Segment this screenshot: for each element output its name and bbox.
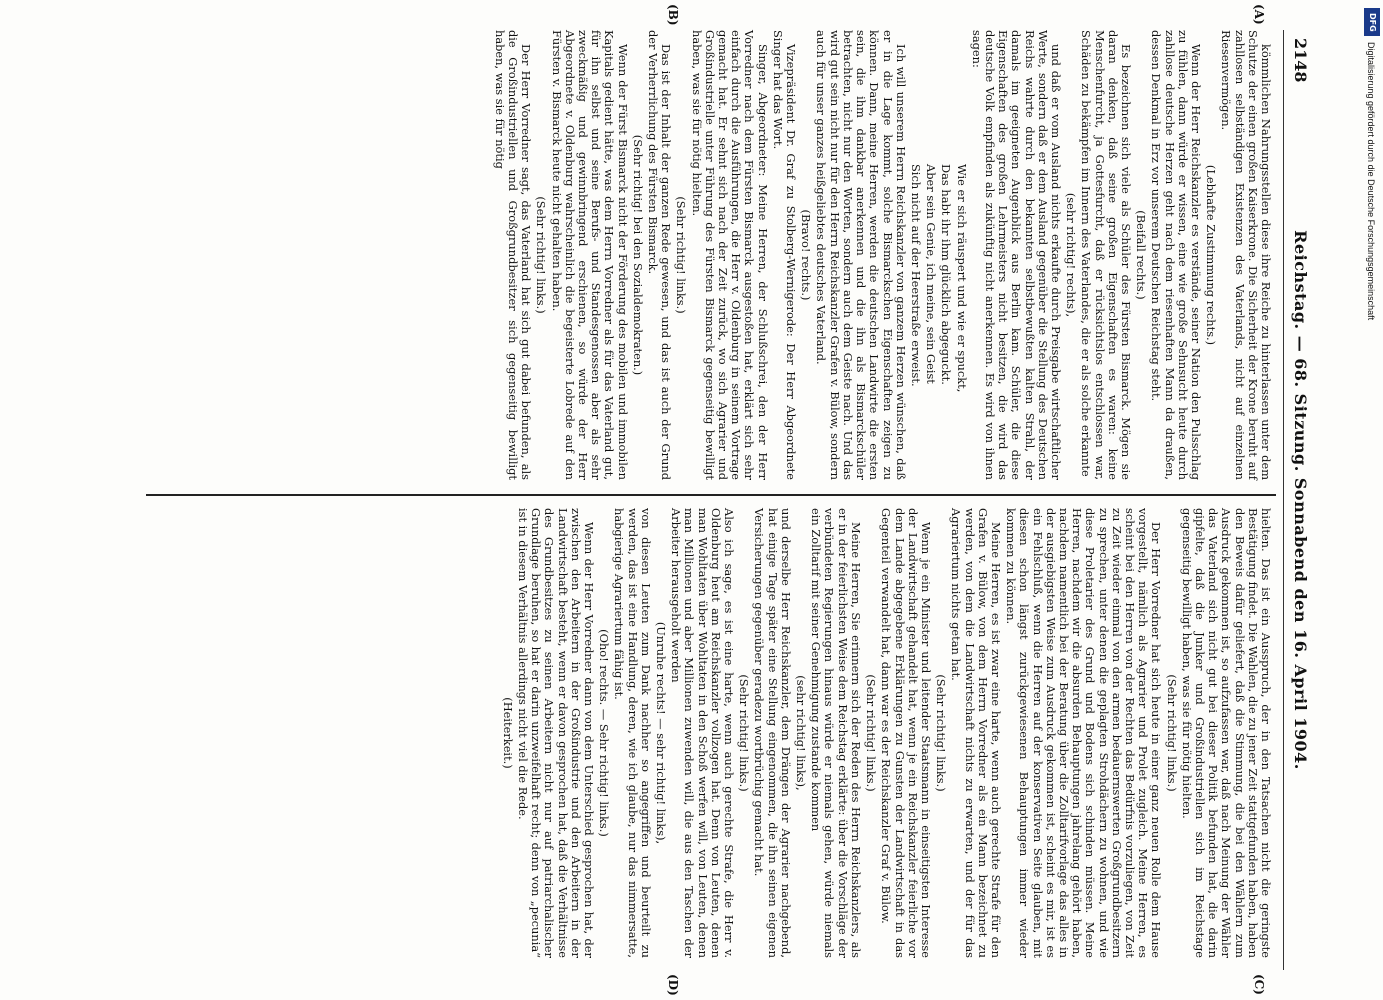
- margin-mark-b: (B): [666, 4, 680, 26]
- column-divider: [146, 494, 1276, 496]
- paragraph: Also ich sage, es ist eine harte, wenn auch gerechte Strafe, die Herr v. Oldenburg heut am Reichskanzler vollzogen hat. Denn von Leuten, denen man Wohltaten über Wohltaten in den Schoß werfen will, von Leuten, denen man Millionen und aber Millionen zuwenden will, die aus den Taschen der Arbeiter herausgeholt werden: [669, 508, 737, 958]
- digitization-credit: Digitalisierung gefördert durch die Deutsche Forschungsgemeinschaft: [1366, 42, 1376, 321]
- paragraph: Wenn der Fürst Bismarck nicht der Förderung des mobilen und immobilen Kapitals gedient hätte, was dem Herrn Vorredner als für das Vaterland gut, für ihn selbst und seine Berufs- und Standesgenossen aber als sehr zweckmäßig und gewinnbringend erschienen, so würde der Herr Abgeordnete v. Oldenburg wahrscheinlich die begeisterte Lobrede auf den Fürsten v. Bismarck heute nicht gehalten haben.: [549, 30, 630, 480]
- paragraph: kömmlichen Nahrungsstellen diese ihre Reiche zu hinterlassen unter dem Schutze der einen großen Kaiserkrone. Die Sicherheit der Krone beruht auf zahllosen selbständigen Existenzen des Vaterlands, nicht auf einzelnen Riesenvermögen.: [1219, 30, 1273, 480]
- interjection: (Beifall rechts.): [1134, 210, 1149, 300]
- paragraph: Wenn der Herr Reichskanzler es verstände, seiner Nation den Pulsschlag zu fühlen, dann würde er wissen, eine wie große Sehnsucht heute durch zahllose deutsche Herzen geht nach dem riesenhaften Mann da draußen, dessen Denkmal in Erz vor unserem Deutschen Reichstag steht.: [1149, 30, 1203, 480]
- interjection: (Lebhafte Zustimmung rechts.): [1204, 164, 1219, 346]
- paragraph: Das ist der Inhalt der ganzen Rede gewesen, und das ist auch der Grund der Verherrlichung des Fürsten Bismarck.: [646, 30, 674, 480]
- margin-mark-c: (C): [1252, 974, 1266, 995]
- interjection: (Sehr richtig! links.): [864, 674, 879, 792]
- paragraph: Wenn der Herr Vorredner dann von dem Unterschied gesprochen hat, der zwischen den Arbeitern in der Großindustrie und den Arbeitern in der Landwirtschaft besteht, wenn er davon gesprochen hat, daß die Verhältnisse des Grundbesitzes zu seinen Arbeitern nicht nur auf patriarchalischer Grundlage beruhen, so hat er darin unzweifelhaft recht; denn von „pecunia“ ist in diesem Verhältnis allerdings nicht viel die Rede.: [516, 508, 597, 958]
- paragraph: Singer, Abgeordneter: Meine Herren, der Schlußschrei, den der Herr Vorredner nach dem Fürsten Bismarck ausgestoßen hat, erklärt sich sehr einfach durch die Ausführungen, die Herr v. Oldenburg in seinem Vortrage gemacht hat. Er sehnt sich nach der Zeit zurück, wo sich Agrarier und Großindustrielle unter Führung des Fürsten Bismarck gegenseitig bewilligt haben, was sie für nötig hielten.: [689, 30, 770, 480]
- interjection: (Sehr richtig! links.): [737, 674, 752, 792]
- interjection: (sehr richtig! links),: [794, 675, 809, 791]
- dfg-logo-badge: DFG: [1364, 8, 1380, 36]
- page-number: 2148: [1291, 38, 1310, 83]
- paragraph: Es bezeichnen sich viele als Schüler des Fürsten Bismarck. Mögen sie daran denken, daß seine großen Eigenschaften es waren: keine Menschenfurcht, ja Gottesfurcht, daß er rücksichtslos entschlossen war, Schäden zu bekämpfen im Innern des Vaterlandes, die er als solche erkannte: [1079, 30, 1133, 480]
- interjection: (Heiterkeit.): [500, 697, 515, 769]
- header-rule: [1283, 30, 1284, 970]
- page-header: [1280, 30, 1320, 970]
- margin-mark-a: (A): [1252, 4, 1266, 25]
- paragraph: Ich will unserem Herrn Reichskanzler von ganzem Herzen wünschen, daß er in die Lage kommt, solche Bismarckschen Eigenschaften zeigen zu können. Dann, meine Herren, werden die deutschen Landwirte die ersten sein, die ihm dankbar anerkennen und die ihn als Bismarckschüler betrachten, nicht nur den Worten, sondern auch dem Geiste nach. Und das wird gut sein nicht nur für den Herrn Reichskanzler Grafen v. Bülow, sondern auch für unser ganzes heißgeliebtes deutsches Vaterland.: [814, 30, 908, 480]
- interjection: (Bravo! rechts.): [799, 209, 814, 301]
- paragraph: Vizepräsident Dr. Graf zu Stolberg-Wernigerode: Der Herr Abgeordnete Singer hat das Wort.: [770, 30, 799, 480]
- interjection: (Sehr richtig! bei den Sozialdemokraten.): [630, 134, 645, 376]
- rotated-page-content: [70, 4, 1320, 996]
- interjection: (Sehr richtig! links.): [674, 196, 689, 314]
- paragraph: von diesen Leuten zum Dank nachher so angegriffen und beurteilt zu werden, das ist eine Handlung, deren, wie ich glaube, nur das nimmersatte, habgierige Agrariertum fähig ist.: [612, 508, 653, 958]
- margin-mark-d: (D): [666, 974, 680, 996]
- verse-line: Wie er sich räuspert und wie er spuckt,: [954, 164, 969, 393]
- interjection: (Sehr richtig! links.): [534, 196, 549, 314]
- verse-line: Das habt ihr ihm glücklich abgeguckt.: [939, 164, 954, 385]
- paragraph: Meine Herren, es ist zwar eine harte, wenn auch gerechte Strafe für den Grafen v. Bülow, von dem Herrn Vorredner als ein Mann bezeichnet zu werden, von dem die Landwirtschaft nichts zu erwarten, und der für das Agrariertum nichts getan hat.: [949, 508, 1003, 958]
- interjection: (Sehr richtig! links.): [1164, 674, 1179, 792]
- right-text-column: [499, 508, 1272, 958]
- paragraph: und derselbe Herr Reichskanzler, dem Drängen der Agrarier nachgebend, hat einige Tage später eine Stellung eingenommen, die ihn seinen eigenen Versicherungen gegenüber geradezu wortbrüchig gemacht hat.: [752, 508, 793, 958]
- running-title: Reichstag. — 68. Sitzung. Sonnabend den 16. April 1904.: [1291, 230, 1310, 770]
- verse-line: Sich nicht auf der Heerstraße erweist.: [908, 164, 923, 387]
- interjection: (Sehr richtig! links.): [934, 674, 949, 792]
- paragraph: Wenn je ein Minister und leitender Staatsmann in einseitigsten Interesse der Landwirtschaft gehandelt hat, wenn je ein Reichskanzler feierliche vor dem Lande abgegebene Erklärungen zu Gunsten der Landwirtschaft in das Gegenteil verwandelt hat, dann war es der Reichskanzler Graf v. Bülow.: [879, 508, 933, 958]
- paragraph: hielten. Das ist ein Ausspruch, der in den Tatsachen nicht die geringste Bestätigung findet. Die Wahlen, die zu jener Zeit stattgefunden haben, haben den Beweis dafür geliefert, daß die Stimmung, die bei den Wählern zum Ausdruck gekommen ist, so aufzufassen war, daß nach Meinung der Wähler das Vaterland sich nicht gut bei dieser Politik befunden hat, die darin gipfelte, daß die Junker und Großindustriellen sich im Reichstage gegenseitig bewilligt haben, was sie für nötig hielten.: [1179, 508, 1273, 958]
- interjection: (Unruhe rechts! — sehr richtig! links),: [654, 621, 669, 845]
- paragraph: Der Herr Vorredner sagt, das Vaterland hat sich gut dabei befunden, als die Großindustriellen und Großgrundbesitzer sich gegenseitig bewilligt haben, was sie für nötig: [492, 30, 534, 480]
- paragraph: Meine Herren, Sie erinnern sich der Reden des Herrn Reichskanzlers, als er in der feierlichsten Weise dem Reichstag erklärte: über die Vorschläge der verbündeten Regierungen hinaus würde er niemals gehen, würde niemals ein Zolltarif mit seiner Genehmigung zustande kommen: [809, 508, 863, 958]
- verse-line: Aber sein Genie, ich meine, sein Geist: [924, 164, 939, 384]
- left-text-column: [491, 30, 1272, 480]
- paragraph: Der Herr Vorredner hat sich heute in einer ganz neuen Rolle dem Hause vorgestellt, nämlich als Agrarier und Prolet zugleich. Meine Herren, es scheint bei den Herren von der Rechten das Bedürfnis vorzuliegen, von Zeit zu Zeit wieder einmal von den armen bedauernswerten Großgrundbesitzern zu sprechen, unter denen die geplagten Strohdächern zu wohnen, und wie diese Proletarier des Grund und Bodens sich schinden müssen. Meine Herren, nachdem wir die absurden Behauptungen jahrelang gehört haben, nachdem namentlich bei der Beratung über die Zolltarifvorlage das alles in der ausgiebigsten Weise zum Ausdruck gekommen ist, scheint es mir, ist es ein Fehlschluß, wenn die Herren auf der konservativen Seite glauben, mit diesen schon längst zurückgewiesenen Behauptungen immer wieder kommen zu können.: [1004, 508, 1164, 958]
- interjection: (sehr richtig! rechts),: [1064, 192, 1079, 318]
- interjection: (Oho! rechts. — Sehr richtig! links.): [597, 629, 612, 837]
- paragraph: und daß er vom Ausland nichts erkaufte durch Preisgabe wirtschaftlicher Werte, sondern daß er dem Ausland gegenüber die Stellung des Deutschen Reichs wahrte durch den bekannten selbstbewußten kalten Strahl, der damals im geeigneten Augenblick aus Berlin kam. Schüler, die diese Eigenschaften des großen Lehrmeisters nicht besitzen, die wird das deutsche Volk empfinden als zukünftig nicht anerkennen. Es wird von ihnen sagen:: [969, 30, 1063, 480]
